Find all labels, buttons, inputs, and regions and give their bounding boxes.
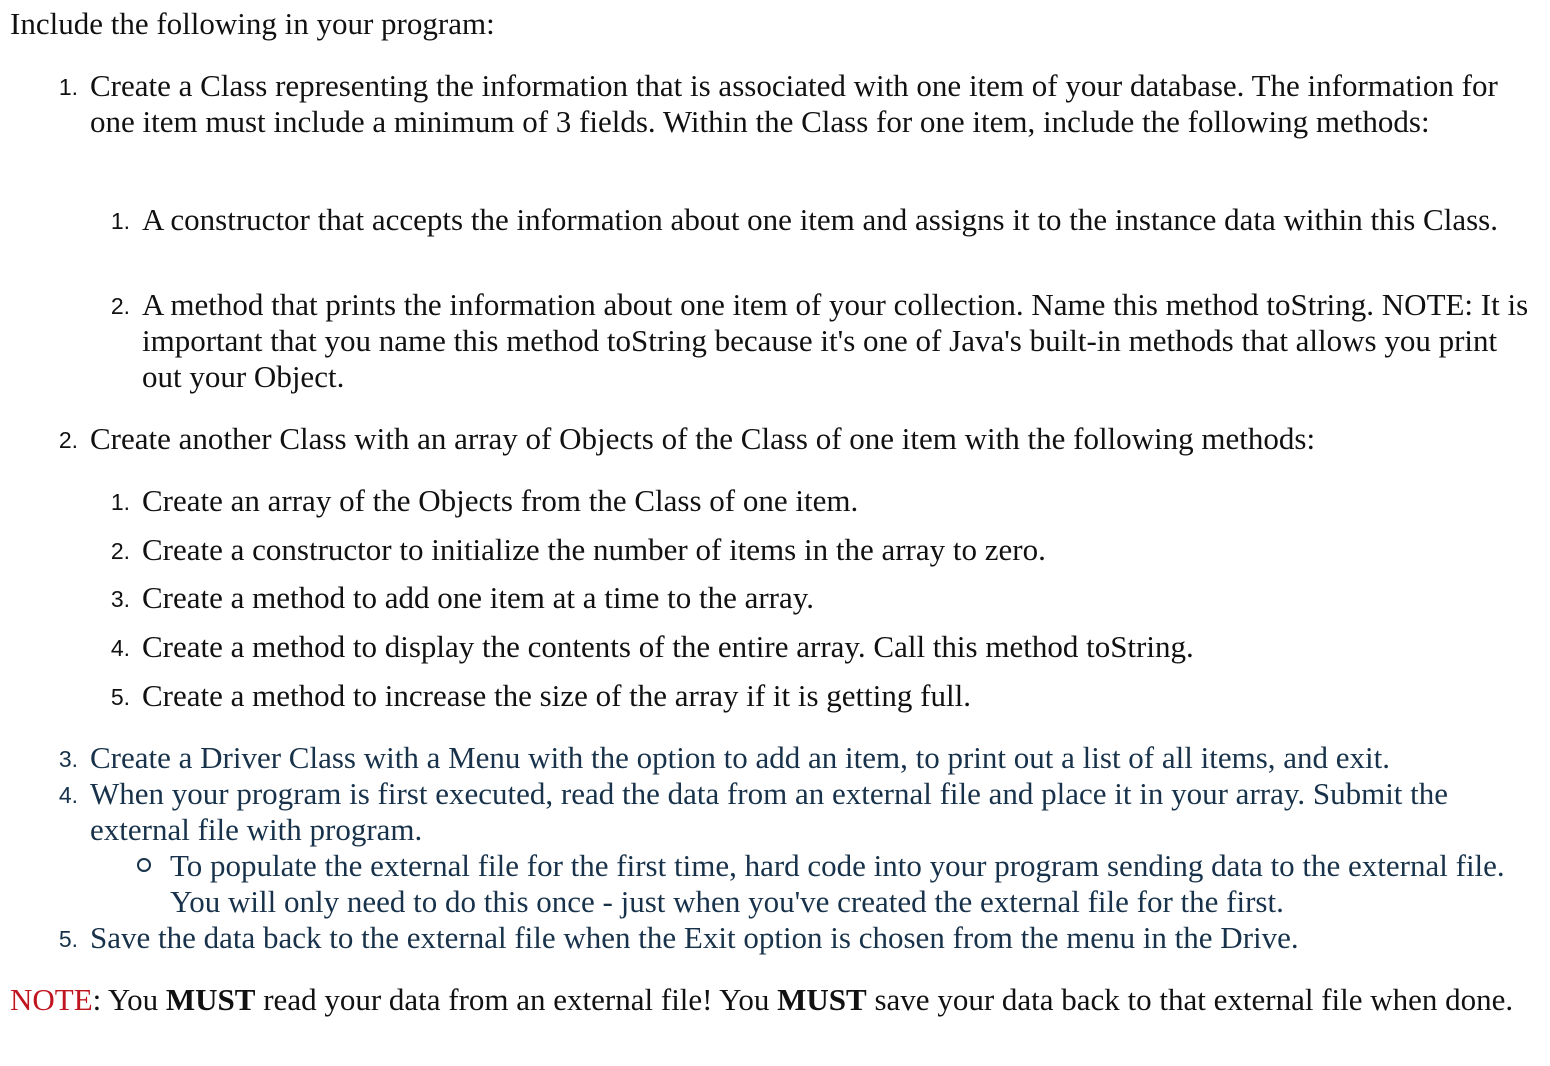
- list-number: 2.: [110, 538, 130, 564]
- sub-item-2-5: [110, 678, 1537, 714]
- list-number: 1.: [58, 74, 78, 100]
- note-emphasis: MUST: [165, 982, 256, 1017]
- list-item-text: Save the data back to the external file when the Exit option is chosen from the menu in the Drive.: [90, 920, 1299, 955]
- list-item-text: Create an array of the Objects from the Class of one item.: [142, 483, 859, 518]
- list-number: 1.: [110, 208, 130, 234]
- note-text-part: save your data back to that external file when done.: [866, 982, 1514, 1017]
- list-item-text: Create a method to display the contents of the entire array. Call this method toString.: [142, 629, 1194, 664]
- list-number: 2.: [110, 293, 130, 319]
- list-item-text: Create a constructor to initialize the number of items in the array to zero.: [142, 532, 1046, 567]
- bullet-item-text: To populate the external file for the first time, hard code into your program sending data to the external file. You will only need to do this once - just when you've created the external file for the first.: [170, 848, 1505, 919]
- list-item-text: Create a method to add one item at a time to the array.: [142, 580, 814, 615]
- list-number: 1.: [110, 489, 130, 515]
- intro-text: Include the following in your program:: [10, 6, 495, 41]
- list-item-text: Create another Class with an array of Objects of the Class of one item with the following methods:: [90, 421, 1316, 456]
- list-number: 4.: [58, 782, 78, 808]
- list-item-3: [58, 740, 1535, 776]
- list-number: 3.: [110, 586, 130, 612]
- list-item-text: When your program is first executed, read the data from an external file and place it in your array. Submit the external file with program.: [90, 776, 1449, 847]
- bullet-icon: [137, 858, 151, 872]
- note-text-part: : You: [92, 982, 166, 1017]
- sub-item-2-3: [110, 580, 1537, 616]
- sub-item-2-1: [110, 483, 1537, 519]
- note-emphasis: MUST: [777, 982, 867, 1017]
- list-item-text: Create a Driver Class with a Menu with the option to add an item, to print out a list of all items, and exit.: [90, 740, 1391, 775]
- list-item-1: [58, 68, 1535, 140]
- sub-item-2-2: [110, 532, 1537, 568]
- list-number: 4.: [110, 635, 130, 661]
- list-number: 5.: [110, 684, 130, 710]
- list-item-text: Create a method to increase the size of the array if it is getting full.: [142, 678, 971, 713]
- list-item-text: A method that prints the information about one item of your collection. Name this method toString. NOTE: It is important that you name this method toString because it's one of Java's built-in methods that allows you print out your Object.: [142, 287, 1529, 394]
- sub-item-1-2: [110, 287, 1537, 395]
- list-item-4: [58, 776, 1535, 848]
- note-label: NOTE: [10, 982, 93, 1017]
- note-text-part: read your data from an external file! You: [255, 982, 778, 1017]
- list-item-text: A constructor that accepts the information about one item and assigns it to the instance data within this Class.: [142, 202, 1498, 237]
- list-item-2: [58, 421, 1535, 457]
- note-paragraph: [10, 982, 1530, 1018]
- list-number: 5.: [58, 926, 78, 952]
- list-number: 2.: [58, 427, 78, 453]
- list-number: 3.: [58, 746, 78, 772]
- list-item-5: [58, 920, 1535, 956]
- sub-item-1-1: [110, 202, 1537, 238]
- sub-item-2-4: [110, 629, 1537, 665]
- list-item-text: Create a Class representing the information that is associated with one item of your database. The information for one item must include a minimum of 3 fields. Within the Class for one item, include the following methods:: [90, 68, 1498, 139]
